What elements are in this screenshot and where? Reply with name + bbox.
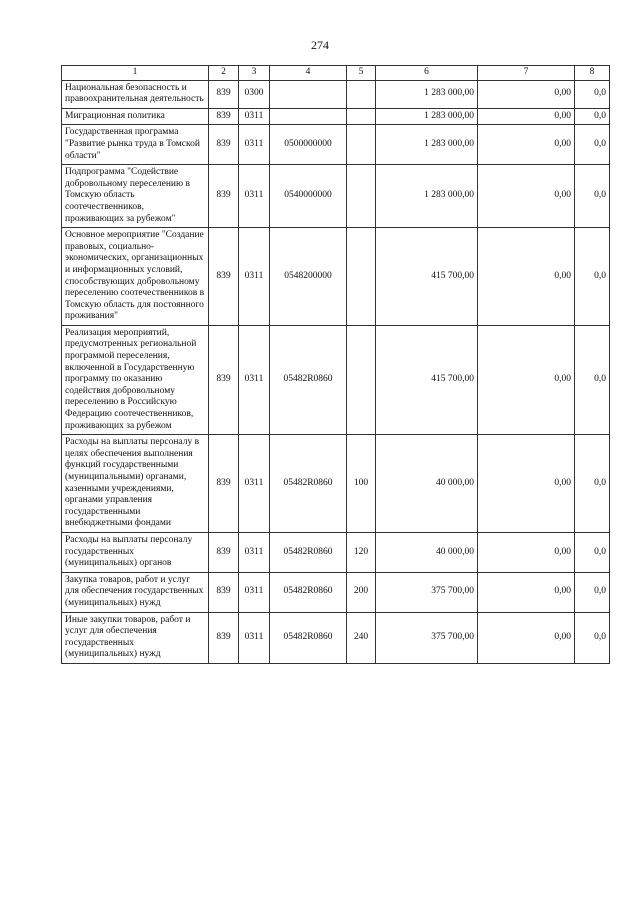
row-rz: 0311 xyxy=(239,612,270,663)
column-header: 3 xyxy=(239,66,270,81)
row-col8: 0,0 xyxy=(575,572,610,612)
row-col7: 0,00 xyxy=(478,228,575,326)
row-name: Миграционная политика xyxy=(62,108,209,125)
row-csr: 05482R0860 xyxy=(270,435,347,533)
row-csr: 0548200000 xyxy=(270,228,347,326)
row-rz: 0311 xyxy=(239,125,270,165)
row-csr xyxy=(270,108,347,125)
row-vr xyxy=(347,228,376,326)
row-csr: 0500000000 xyxy=(270,125,347,165)
column-header: 2 xyxy=(209,66,239,81)
row-rz: 0311 xyxy=(239,325,270,434)
row-col7: 0,00 xyxy=(478,612,575,663)
row-vr xyxy=(347,125,376,165)
row-ved: 839 xyxy=(209,125,239,165)
row-col8: 0,0 xyxy=(575,228,610,326)
row-name: Расходы на выплаты персоналу в целях обеспечения выполнения функций государственными (муниципальными) органами, казенными учреждениями, органами управления государственными внебюджетными фондами xyxy=(62,435,209,533)
row-csr: 05482R0860 xyxy=(270,572,347,612)
row-csr xyxy=(270,80,347,108)
table-row xyxy=(62,325,610,434)
table-row xyxy=(62,532,610,572)
row-sum: 415 700,00 xyxy=(376,325,478,434)
row-ved: 839 xyxy=(209,165,239,228)
row-sum: 375 700,00 xyxy=(376,612,478,663)
column-header: 1 xyxy=(62,66,209,81)
budget-table xyxy=(61,65,610,664)
page-number: 274 xyxy=(311,38,329,52)
row-col8: 0,0 xyxy=(575,108,610,125)
row-name: Подпрограмма "Содействие добровольному переселению в Томскую область соотечественников, проживающих за рубежом" xyxy=(62,165,209,228)
row-sum: 415 700,00 xyxy=(376,228,478,326)
row-rz: 0300 xyxy=(239,80,270,108)
row-col8: 0,0 xyxy=(575,165,610,228)
row-vr xyxy=(347,165,376,228)
row-rz: 0311 xyxy=(239,532,270,572)
row-col8: 0,0 xyxy=(575,435,610,533)
row-vr: 100 xyxy=(347,435,376,533)
column-header: 4 xyxy=(270,66,347,81)
row-sum: 1 283 000,00 xyxy=(376,80,478,108)
row-name: Основное мероприятие "Создание правовых, социально-экономических, организационных и информационных условий, способствующих добровольному переселению соотечественников в Томскую область для постоянного проживания" xyxy=(62,228,209,326)
row-col7: 0,00 xyxy=(478,165,575,228)
table-row xyxy=(62,80,610,108)
row-vr: 200 xyxy=(347,572,376,612)
table-row xyxy=(62,108,610,125)
row-col7: 0,00 xyxy=(478,572,575,612)
row-sum: 1 283 000,00 xyxy=(376,165,478,228)
row-vr: 240 xyxy=(347,612,376,663)
header-row xyxy=(62,66,610,81)
row-csr: 05482R0860 xyxy=(270,532,347,572)
row-name: Расходы на выплаты персоналу государственных (муниципальных) органов xyxy=(62,532,209,572)
row-ved: 839 xyxy=(209,572,239,612)
row-vr xyxy=(347,325,376,434)
row-csr: 05482R0860 xyxy=(270,612,347,663)
row-name: Национальная безопасность и правоохранительная деятельность xyxy=(62,80,209,108)
row-sum: 40 000,00 xyxy=(376,532,478,572)
column-header: 8 xyxy=(575,66,610,81)
row-vr xyxy=(347,80,376,108)
column-header: 6 xyxy=(376,66,478,81)
row-ved: 839 xyxy=(209,532,239,572)
table-row xyxy=(62,612,610,663)
row-vr: 120 xyxy=(347,532,376,572)
row-rz: 0311 xyxy=(239,165,270,228)
row-name: Закупка товаров, работ и услуг для обеспечения государственных (муниципальных) нужд xyxy=(62,572,209,612)
row-name: Иные закупки товаров, работ и услуг для обеспечения государственных (муниципальных) нужд xyxy=(62,612,209,663)
row-col8: 0,0 xyxy=(575,125,610,165)
row-col7: 0,00 xyxy=(478,80,575,108)
row-rz: 0311 xyxy=(239,228,270,326)
row-ved: 839 xyxy=(209,80,239,108)
row-sum: 40 000,00 xyxy=(376,435,478,533)
row-csr: 0540000000 xyxy=(270,165,347,228)
row-name: Государственная программа "Развитие рынка труда в Томской области" xyxy=(62,125,209,165)
row-rz: 0311 xyxy=(239,572,270,612)
row-col7: 0,00 xyxy=(478,325,575,434)
row-sum: 1 283 000,00 xyxy=(376,125,478,165)
row-col8: 0,0 xyxy=(575,532,610,572)
row-sum: 375 700,00 xyxy=(376,572,478,612)
row-col7: 0,00 xyxy=(478,532,575,572)
row-sum: 1 283 000,00 xyxy=(376,108,478,125)
table-row xyxy=(62,228,610,326)
table-row xyxy=(62,125,610,165)
column-header: 5 xyxy=(347,66,376,81)
row-ved: 839 xyxy=(209,228,239,326)
row-col7: 0,00 xyxy=(478,435,575,533)
row-col7: 0,00 xyxy=(478,125,575,165)
row-csr: 05482R0860 xyxy=(270,325,347,434)
row-ved: 839 xyxy=(209,108,239,125)
row-rz: 0311 xyxy=(239,108,270,125)
table-row xyxy=(62,435,610,533)
row-vr xyxy=(347,108,376,125)
row-col8: 0,0 xyxy=(575,80,610,108)
row-ved: 839 xyxy=(209,325,239,434)
row-col7: 0,00 xyxy=(478,108,575,125)
row-name: Реализация мероприятий, предусмотренных региональной программой переселения, включенной в Государственную программу по оказанию содействия добровольному переселению в Российскую Федерацию соотечественников, проживающих за рубежом xyxy=(62,325,209,434)
row-col8: 0,0 xyxy=(575,612,610,663)
table-row xyxy=(62,165,610,228)
row-ved: 839 xyxy=(209,612,239,663)
row-rz: 0311 xyxy=(239,435,270,533)
row-ved: 839 xyxy=(209,435,239,533)
row-col8: 0,0 xyxy=(575,325,610,434)
column-header: 7 xyxy=(478,66,575,81)
table-row xyxy=(62,572,610,612)
